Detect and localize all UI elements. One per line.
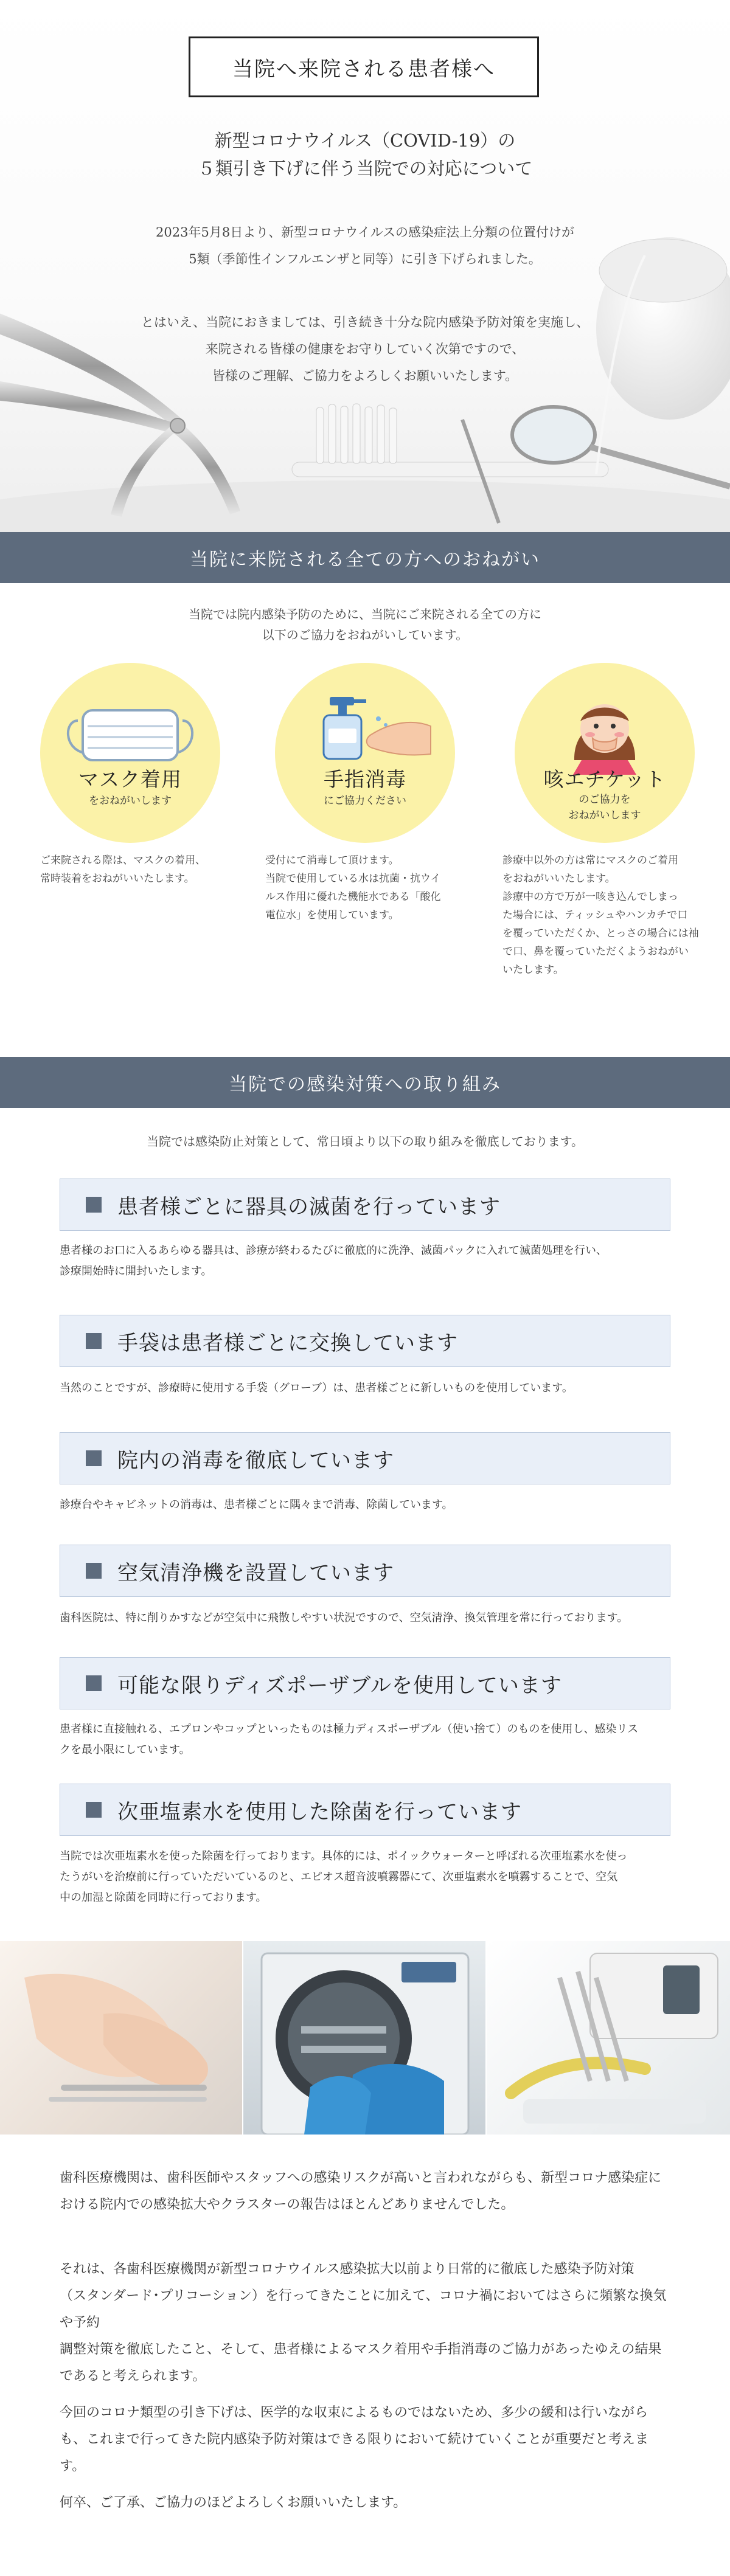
measure-text: 患者様のお口に入るあらゆる器具は、診療が終わるたびに徹底的に洗浄、滅菌パックに入れて滅菌処理を行い、 診療開始時に開封いたします。 (60, 1244, 607, 1278)
request-intro-line-1: 当院では院内感染予防のために、当院にご来院される全ての方に (189, 607, 541, 621)
closing-paragraph-3: 今回のコロナ類型の引き下げは、医学的な収束によるものではないため、多少の緩和は行いながら も、これまで行ってきた院内感染予防対策はできる限りにおいて続けていくことが重要だと考えます。 (60, 2405, 649, 2474)
mask-icon (40, 663, 220, 843)
request-item-subtitle: をおねがいします (89, 795, 172, 807)
hero-para1-line-1: 2023年5月8日より、新型コロナウイルスの感染症法上分類の位置付けが (156, 225, 574, 240)
measure-heading-hypochlorous (60, 1784, 670, 1836)
measure-heading-sterilization (60, 1179, 670, 1231)
square-bullet-icon (86, 1802, 102, 1818)
measure-text: 歯科医院は、特に削りかすなどが空気中に飛散しやすい状況ですので、空気清浄、換気管理を常に行っております。 (60, 1612, 628, 1624)
measure-title: 手袋は患者様ごとに交換しています (117, 1331, 458, 1356)
request-item-mask (40, 663, 220, 843)
request-item-description: 診療中以外の方は常にマスクのご着用 をおねがいいたします。 診療中の方で万が一咳き込んでしまっ た場合には、ティッシュやハンカチで口 を覆っていただくか、とっさの場合には袖 で口、鼻を覆っていただくようおねがい いたします。 (502, 854, 699, 976)
measure-heading-disinfection (60, 1432, 670, 1484)
closing-paragraph-1: 歯科医療機関は、歯科医師やスタッフへの感染リスクが高いと言われながらも、新型コロナ感染症に おける院内での感染拡大やクラスターの報告はほとんどありませんでした。 (60, 2170, 662, 2212)
measure-title: 院内の消毒を徹底しています (117, 1448, 394, 1473)
measure-title: 空気清浄機を設置しています (117, 1560, 394, 1585)
square-bullet-icon (86, 1197, 102, 1213)
hand-sanitizer-icon (275, 663, 455, 843)
request-item-subtitle: のご協力を おねがいします (568, 794, 641, 822)
closing-paragraph-2: それは、各歯科医療機関が新型コロナウイルス感染拡大以前より日常的に徹底した感染予防対策 （スタンダード･プリコーション）を行ってきたことに加えて、コロナ禍においてはさらに頻繁な換気や予約 調整対策を徹底したこと、そして、患者様によるマスク着用や手指消毒のご協力があったゆえの結果 であると考えられます。 (60, 2262, 667, 2384)
hero-section (0, 0, 730, 532)
measure-title: 患者様ごとに器具の滅菌を行っています (117, 1194, 501, 1219)
closing-paragraph-4: 何卒、ご了承、ご協力のほどよろしくお願いいたします。 (60, 2495, 407, 2510)
measures-intro: 当院では感染防止対策として、常日頃より以下の取り組みを徹底しております。 (147, 1134, 583, 1149)
measure-heading-air-purifier (60, 1545, 670, 1597)
gloved-hands-photo (0, 1941, 242, 2135)
request-item-subtitle: にご協力ください (324, 795, 406, 807)
page-title: 当院へ来院される患者様へ (189, 36, 539, 97)
hero-subtitle-line-2: ５類引き下げに伴う当院での対応について (197, 158, 533, 179)
square-bullet-icon (86, 1563, 102, 1579)
request-intro-line-2: 以下のご協力をおねがいしています。 (262, 628, 468, 642)
request-item-description: 受付にて消毒して頂けます。 当院で使用している水は抗菌・抗ウイ ルス作用に優れた機能水である「酸化 電位水」を使用しています。 (265, 854, 441, 921)
request-item-cough-etiquette (515, 663, 695, 843)
square-bullet-icon (86, 1450, 102, 1466)
dental-unit-photo (487, 1941, 730, 2135)
autoclave-photo (243, 1941, 485, 2135)
measure-text: 当院では次亜塩素水を使った除菌を行っております。具体的には、ポイックウォーターと呼ばれる次亜塩素水を使っ たうがいを治療前に行っていただいているのと、エピオス超音波噴霧器にて、次亜塩素水を噴霧することで、空気 中の加湿と除菌を同時に行っております。 (60, 1850, 628, 1904)
request-item-title: マスク着用 (78, 767, 182, 791)
measure-title: 次亜塩素水を使用した除菌を行っています (117, 1799, 522, 1824)
measure-text: 診療台やキャビネットの消毒は、患者様ごとに隅々まで消毒、除菌しています。 (60, 1498, 453, 1511)
square-bullet-icon (86, 1333, 102, 1349)
request-item-title: 手指消毒 (324, 767, 406, 791)
hero-para2-line-1: とはいえ、当院におきましては、引き続き十分な院内感染予防対策を実施し、 (141, 315, 589, 330)
square-bullet-icon (86, 1675, 102, 1691)
request-item-description: ご来院される際は、マスクの着用、 常時装着をおねがいいたします。 (40, 854, 206, 885)
request-section-heading: 当院に来院される全ての方へのおねがい (0, 532, 730, 583)
measure-text: 患者様に直接触れる、エプロンやコップといったものは極力ディスポーザブル（使い捨て）のものを使用し、感染リス クを最小限にしています。 (60, 1723, 639, 1756)
hero-para1-line-2: 5類（季節性インフルエンザと同等）に引き下げられました。 (189, 252, 541, 266)
hero-subtitle-line-1: 新型コロナウイルス（COVID-19）の (214, 130, 516, 151)
measure-heading-gloves (60, 1315, 670, 1367)
measure-title: 可能な限りディズポーザブルを使用しています (117, 1673, 562, 1698)
measure-text: 当然のことですが、診療時に使用する手袋（グローブ）は、患者様ごとに新しいものを使用しています。 (60, 1382, 573, 1394)
request-item-title: 咳エチケット (543, 767, 666, 791)
measures-section-heading: 当院での感染対策への取り組み (0, 1057, 730, 1108)
hero-para2-line-2: 来院される皆様の健康をお守りしていく次第ですので、 (205, 342, 525, 356)
request-item-sanitizer (275, 663, 455, 843)
hero-para2-line-3: 皆様のご理解、ご協力をよろしくお願いいたします。 (212, 369, 518, 383)
measure-heading-disposables (60, 1657, 670, 1709)
